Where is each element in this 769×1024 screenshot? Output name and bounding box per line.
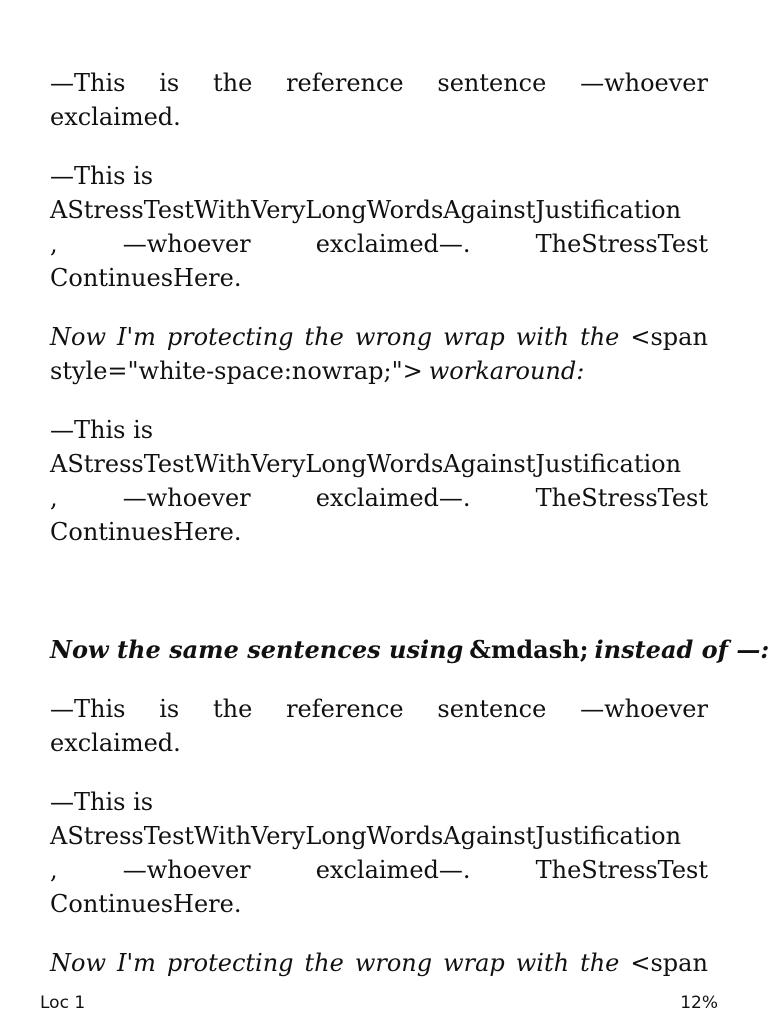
heading-text: Now the same sentences using	[50, 635, 464, 664]
text-line	[50, 193, 708, 227]
text-line	[50, 354, 708, 388]
text-line	[50, 785, 708, 819]
text-line	[50, 100, 708, 134]
word: ContinuesHere.	[50, 264, 242, 292]
word: ,	[50, 856, 58, 884]
word: with	[515, 323, 570, 351]
word: wrap	[443, 323, 505, 351]
word: the	[580, 323, 620, 351]
text-line	[50, 320, 708, 354]
progress-percent: 12%	[680, 993, 718, 1013]
paragraph-reference-sentence	[50, 66, 708, 134]
paragraph-stress-test	[50, 159, 708, 295]
paragraph-nowrap-note-2	[50, 946, 708, 980]
paragraph-nowrap-note	[50, 320, 708, 388]
word: protecting	[166, 323, 294, 351]
word: I'm	[116, 323, 156, 351]
word: —whoever	[580, 695, 708, 723]
word: Now	[50, 949, 106, 977]
entity-code: &mdash;	[469, 635, 589, 664]
word: is	[159, 69, 180, 97]
word: ,	[50, 484, 58, 512]
long-word: AStressTestWithVeryLongWordsAgainstJustification	[50, 450, 682, 478]
word: TheStressTest	[535, 230, 708, 258]
word: reference	[286, 69, 404, 97]
text-line	[50, 261, 708, 295]
text-line	[50, 946, 708, 980]
word: —whoever	[122, 856, 251, 884]
word: exclaimed.	[50, 103, 181, 131]
word: TheStressTest	[535, 484, 708, 512]
word: ContinuesHere.	[50, 890, 242, 918]
word: I'm	[116, 949, 156, 977]
text-line	[50, 227, 708, 261]
text-line	[50, 633, 769, 667]
word: —whoever	[580, 69, 708, 97]
word: the	[213, 695, 253, 723]
word: —This	[50, 695, 126, 723]
text-line	[50, 726, 708, 760]
word: workaround:	[428, 357, 585, 385]
text-run: —This is	[50, 162, 154, 190]
word: wrap	[443, 949, 505, 977]
word: —This	[50, 69, 126, 97]
word: sentence	[437, 695, 547, 723]
word: sentence	[437, 69, 547, 97]
reader-page[interactable]	[50, 0, 769, 990]
word: exclaimed—.	[315, 484, 471, 512]
word: —whoever	[122, 484, 251, 512]
word: the	[304, 323, 344, 351]
section-heading-mdash	[50, 633, 769, 667]
word: ,	[50, 230, 58, 258]
text-line	[50, 66, 708, 100]
text-line	[50, 481, 708, 515]
word: exclaimed—.	[315, 856, 471, 884]
paragraph-reference-sentence-2	[50, 692, 708, 760]
text-line	[50, 515, 708, 549]
word: wrong	[354, 949, 433, 977]
heading-text: instead of —:	[594, 635, 769, 664]
word: exclaimed.	[50, 729, 181, 757]
text-run: —This is	[50, 416, 154, 444]
text-line	[50, 887, 708, 921]
word: reference	[286, 695, 404, 723]
code-fragment: style="white-space:nowrap;">	[50, 357, 423, 385]
word: protecting	[166, 949, 294, 977]
word: wrong	[354, 323, 433, 351]
word: the	[304, 949, 344, 977]
text-line	[50, 853, 708, 887]
word: is	[159, 695, 180, 723]
word: the	[213, 69, 253, 97]
text-line	[50, 159, 708, 193]
word: ContinuesHere.	[50, 518, 242, 546]
text-line	[50, 692, 708, 726]
text-run: —This is	[50, 788, 154, 816]
paragraph-stress-test-2	[50, 785, 708, 921]
text-line	[50, 413, 708, 447]
long-word: AStressTestWithVeryLongWordsAgainstJustification	[50, 822, 682, 850]
word: exclaimed—.	[315, 230, 471, 258]
code-fragment: <span	[630, 323, 708, 351]
word: —whoever	[122, 230, 251, 258]
location-indicator[interactable]: Loc 1	[40, 993, 86, 1013]
paragraph-stress-test-nowrap	[50, 413, 708, 549]
text-line	[50, 447, 708, 481]
word: Now	[50, 323, 106, 351]
reader-footer	[0, 990, 758, 1024]
word: the	[580, 949, 620, 977]
word: with	[515, 949, 570, 977]
long-word: AStressTestWithVeryLongWordsAgainstJustification	[50, 196, 682, 224]
text-line	[50, 819, 708, 853]
word: TheStressTest	[535, 856, 708, 884]
code-fragment: <span	[630, 949, 708, 977]
